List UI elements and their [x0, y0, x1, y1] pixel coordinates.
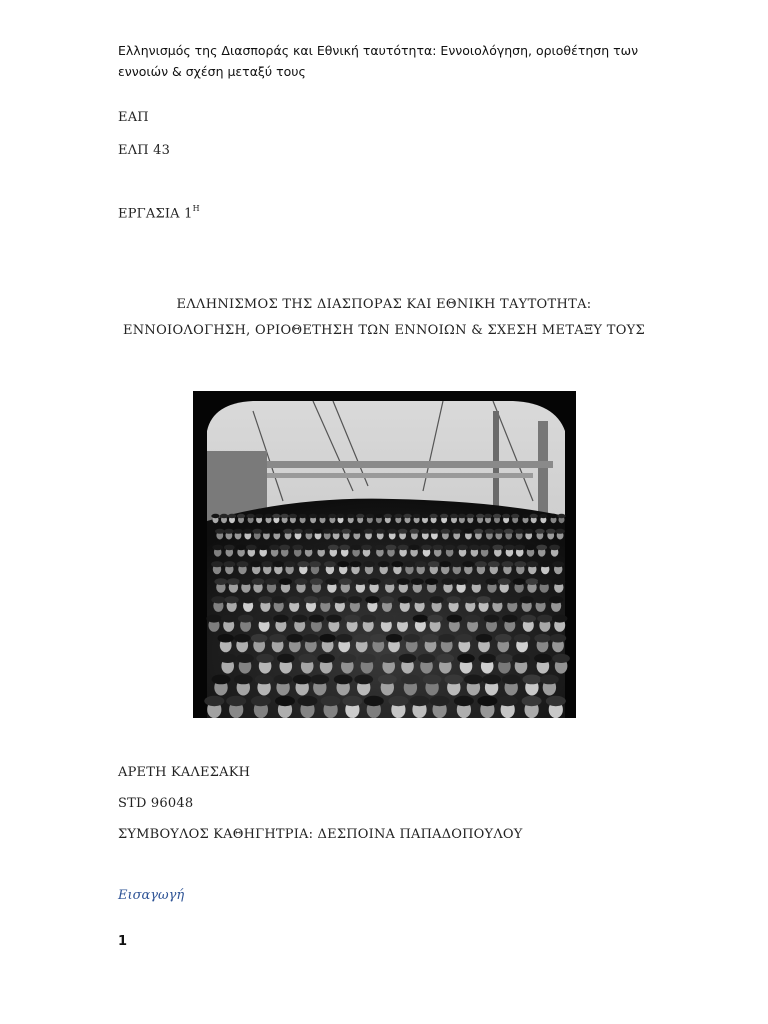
advisor-name: ΣΥΜΒΟΥΛΟΣ ΚΑΘΗΓΗΤΡΙΑ: ΔΕΣΠΟΙΝΑ ΠΑΠΑΔΟΠΟΥΛΟΥ: [118, 827, 523, 842]
title-line-2: ΕΝΝΟΙΟΛΟΓΗΣΗ, ΟΡΙΟΘΕΤΗΣΗ ΤΩΝ ΕΝΝΟΙΩΝ & ΣΧΕΣΗ ΜΕΤΑΞΥ ΤΟΥΣ: [122, 323, 646, 338]
course-label: ΕΛΠ 43: [118, 143, 171, 158]
institution-label: ΕΑΠ: [118, 110, 149, 125]
student-id: STD 96048: [118, 796, 194, 811]
assignment-prefix: ΕΡΓΑΣΙΑ 1: [118, 206, 193, 222]
page-number: 1: [118, 934, 128, 949]
section-heading-introduction: Εισαγωγή: [118, 888, 185, 903]
page-header: Ελληνισμός της Διασποράς και Εθνική ταυτότητα: Εννοιολόγηση, οριοθέτηση των εννοιών & σχέση μεταξύ τους: [118, 43, 639, 79]
title-line-1: ΕΛΛΗΝΙΣΜΟΣ ΤΗΣ ΔΙΑΣΠΟΡΑΣ ΚΑΙ ΕΘΝΙΚΗ ΤΑΥΤΟΤΗΤΑ:: [176, 297, 592, 312]
author-name: ΑΡΕΤΗ ΚΑΛΕΣΑΚΗ: [118, 765, 251, 780]
assignment-label: [118, 205, 200, 221]
photo-illustration: [193, 391, 576, 718]
assignment-superscript: Η: [192, 204, 200, 213]
historical-photo-crowd-on-ship: [193, 391, 576, 718]
